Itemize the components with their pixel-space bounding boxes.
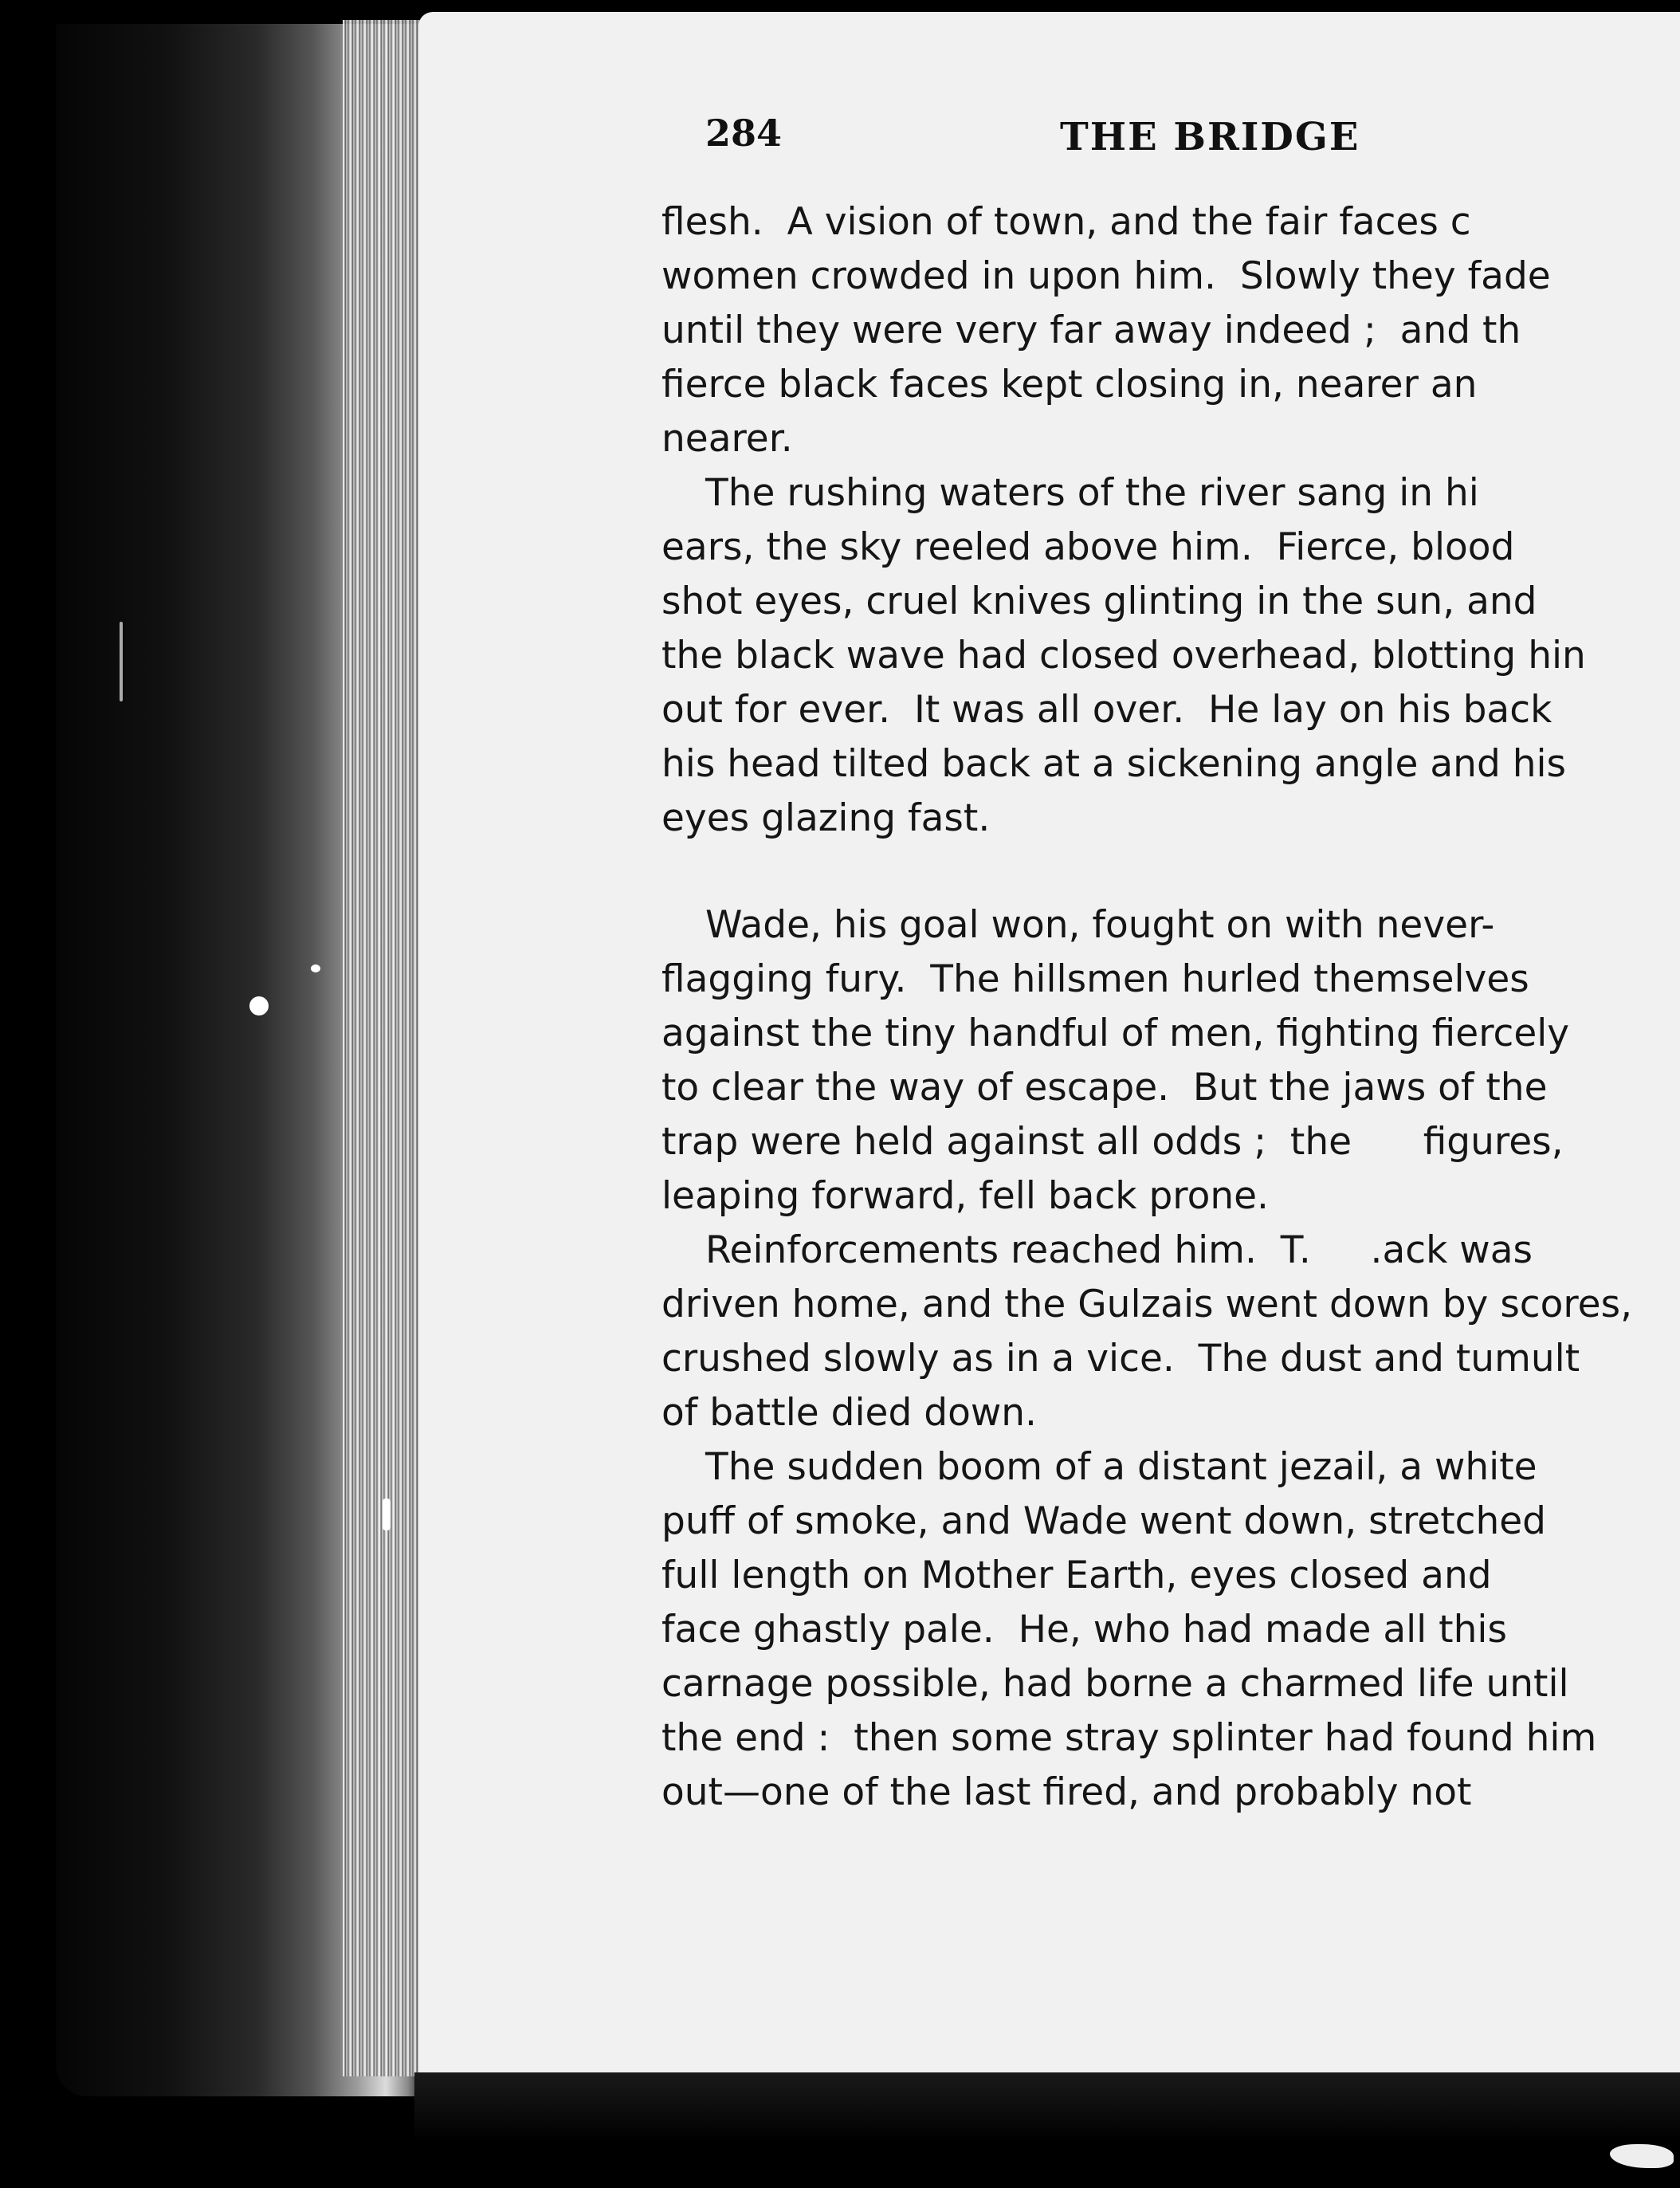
text-line: The rushing waters of the river sang in hi [705,471,1479,515]
text-line: his head tilted back at a sickening angle and his [661,742,1567,786]
text-line: puff of smoke, and Wade went down, stretched [661,1499,1547,1543]
running-title: THE BRIDGE [1060,115,1360,159]
text-line: leaping forward, fell back prone. [661,1174,1269,1218]
text-line: trap were held against all odds ; the figures, [661,1120,1564,1164]
text-line: flesh. A vision of town, and the fair faces c [661,200,1471,244]
text-line: full length on Mother Earth, eyes closed and [661,1554,1492,1597]
text-line: ears, the sky reeled above him. Fierce, blood [661,525,1515,569]
paragraph [661,466,1680,846]
page-edge-stripes [343,20,422,2076]
paragraph [661,898,1680,1224]
text-line: out—one of the last fired, and probably not [661,1770,1472,1814]
text-line: to clear the way of escape. But the jaws of the [661,1066,1548,1110]
paragraph [661,195,1680,466]
body-text [661,195,1680,1901]
text-line: driven home, and the Gulzais went down by scores, [661,1283,1633,1326]
dust-speck [311,964,320,972]
text-line: nearer. [661,417,793,461]
text-line: against the tiny handful of men, fighting fiercely [661,1012,1570,1055]
text-line: of battle died down. [661,1391,1037,1435]
text-line: eyes glazing fast. [661,796,991,840]
text-line: The sudden boom of a distant jezail, a white [705,1445,1537,1489]
text-line: Reinforcements reached him. T. .ack was [705,1228,1533,1272]
page-number: 284 [705,112,783,155]
paragraph [661,1440,1680,1820]
text-line: until they were very far away indeed ; and th [661,308,1521,352]
paragraph [661,1224,1680,1440]
text-line: face ghastly pale. He, who had made all this [661,1608,1507,1652]
dust-speck [249,996,269,1015]
text-line: flagging fury. The hillsmen hurled themselves [661,957,1529,1001]
dust-speck [383,1499,391,1530]
text-line: women crowded in upon him. Slowly they fade [661,254,1551,298]
text-line: the end : then some stray splinter had found him [661,1716,1597,1760]
dust-speck [120,622,123,701]
page-bottom-shadow [414,2072,1680,2188]
text-line: carnage possible, had borne a charmed life until [661,1662,1569,1706]
text-line: the black wave had closed overhead, blotting hin [661,634,1586,678]
text-line: shot eyes, cruel knives glinting in the sun, and [661,579,1537,623]
text-line: Wade, his goal won, fought on with never- [705,903,1495,947]
text-line: out for ever. It was all over. He lay on his back [661,688,1552,732]
page-header [705,112,1678,175]
text-line: crushed slowly as in a vice. The dust and tumult [661,1337,1580,1381]
text-line: fierce black faces kept closing in, nearer an [661,363,1478,407]
